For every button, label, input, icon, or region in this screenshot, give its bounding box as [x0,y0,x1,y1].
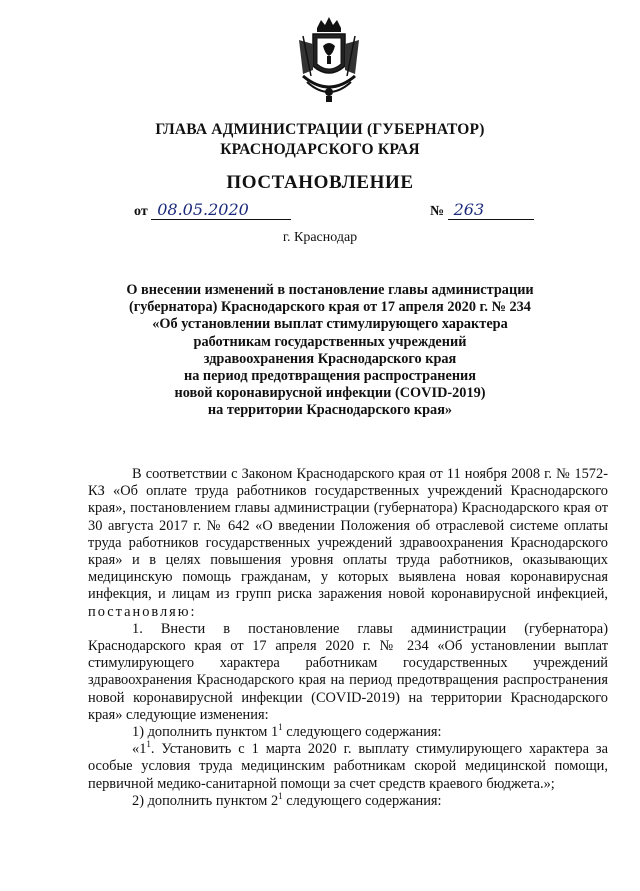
superscript: 1 [278,791,283,802]
superscript: 1 [146,739,151,750]
authority-line-1: ГЛАВА АДМИНИСТРАЦИИ (ГУБЕРНАТОР) [155,121,485,138]
decree-word: постановляю: [88,603,197,620]
subitem-1-paragraph [88,724,608,741]
subject-line: О внесении изменений в постановление главы администрации [126,282,534,298]
issuing-authority [0,120,640,160]
superscript: 1 [278,722,283,733]
quote-paragraph [88,741,608,793]
subject-line: новой коронавирусной инфекции (COVID-2019) [174,385,486,402]
handwritten-date: 08.05.2020 [151,200,291,220]
subitem-2-text: 2) дополнить пунктом 2 [132,792,279,809]
subject-line: здравоохранения Краснодарского края [203,350,457,367]
number-field [430,200,534,220]
subitem-2-text-tail: следующего содержания: [282,792,442,809]
item-1-paragraph: 1. Внести в постановление главы администрации (губернатора) Краснодарского края от 17 апреля 2020 г. № 234 «Об установлении выплат стимулирующего характера работникам государственных учреждений здравоохранения Краснодарского края на период предотвращения распространения новой коронавирусной инфекции (COVID-2019) на территории Краснодарского края» следующие изменения: [88,620,608,723]
document-subject [100,282,560,420]
preamble-text: В соответствии с Законом Краснодарского края от 11 ноября 2008 г. № 1572-КЗ «Об оплате труда работников государственных учреждений Краснодарского края», постановлением главы администрации (губернатора) Краснодарского края от 30 августа 2017 г. № 642 «О введении Положения об отраслевой системе оплаты труда работников государственных учреждений здравоохранения Краснодарского края» и в целях повышения уровня оплаты труда работников, оказывающих медицинскую помощь гражданам, у которых выявлена новая коронавирусная инфекция, и лицам из групп риска заражения новой коронавирусной инфекцией, [88,466,608,603]
subject-line: «Об установлении выплат стимулирующего характера [152,316,508,333]
authority-line-2: КРАСНОДАРСКОГО КРАЯ [220,141,420,158]
number-prefix: № [430,204,445,219]
subject-line: на период предотвращения распространения [183,368,477,385]
subitem-1-text: 1) дополнить пунктом 1 [132,724,279,741]
subject-line: работникам государственных учреждений [193,333,467,350]
document-body [88,466,608,810]
subitem-2-paragraph [88,793,608,810]
handwritten-number: 263 [448,200,534,220]
subitem-1-text-tail: следующего содержания: [282,724,442,741]
subject-line: на территории Краснодарского края» [207,402,453,419]
preamble-paragraph [88,466,608,621]
quote-text: «1 [132,741,147,758]
date-field [134,200,291,220]
date-prefix: от [134,204,148,219]
document-type-title: ПОСТАНОВЛЕНИЕ [226,172,414,193]
quote-text-tail: . Установить с 1 марта 2020 г. выплату стимулирующего характера за особые условия труда медицинским работникам скорой медицинской помощи, первичной медико-санитарной помощи за счет средств краевого бюджета.»; [88,741,608,792]
coat-of-arms-emblem [293,14,365,106]
city-line: г. Краснодар [282,230,358,245]
subject-line: (губернатора) Краснодарского края от 17 апреля 2020 г. № 234 [129,299,531,316]
